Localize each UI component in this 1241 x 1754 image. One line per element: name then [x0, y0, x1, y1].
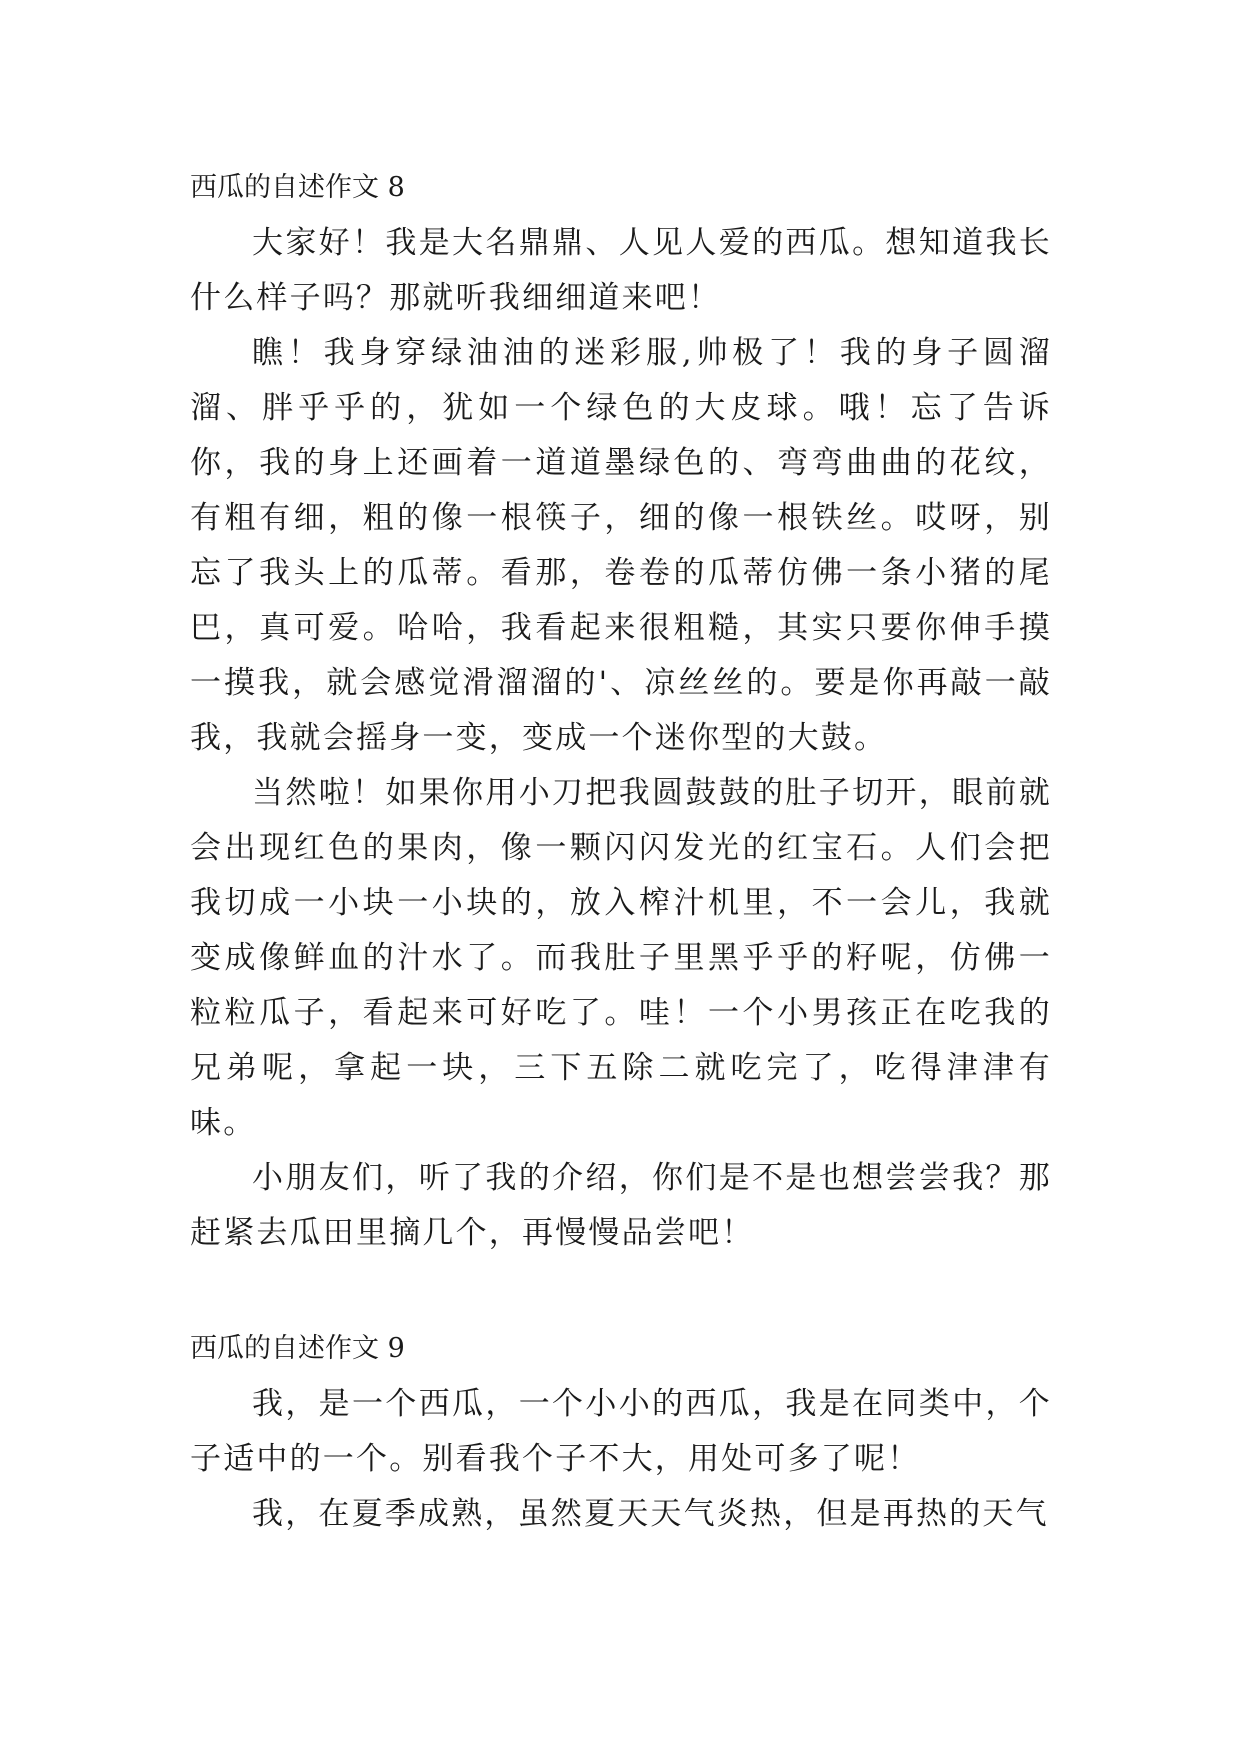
essay-section-9: [190, 1321, 1052, 1542]
paragraph: 大家好！我是大名鼎鼎、人见人爱的西瓜。想知道我长什么样子吗？那就听我细细道来吧！: [190, 225, 1052, 316]
paragraph: 当然啦！如果你用小刀把我圆鼓鼓的肚子切开，眼前就会出现红色的果肉，像一颗闪闪发光的红宝石。人们会把我切成一小块一小块的，放入榨汁机里，不一会儿，我就变成像鲜血的汁水了。而我肚子里黑乎乎的籽呢，仿佛一粒粒瓜子，看起来可好吃了。哇！一个小男孩正在吃我的兄弟呢，拿起一块，三下五除二就吃完了，吃得津津有味。: [190, 775, 1052, 1141]
essay-section-8: [190, 160, 1052, 1261]
section-title: 西瓜的自述作文 9: [190, 1333, 405, 1364]
document-content: [190, 160, 1052, 1542]
paragraph: 瞧！我身穿绿油油的迷彩服,帅极了！我的身子圆溜溜、胖乎乎的，犹如一个绿色的大皮球。哦！忘了告诉你，我的身上还画着一道道墨绿色的、弯弯曲曲的花纹，有粗有细，粗的像一根筷子，细的像一根铁丝。哎呀，别忘了我头上的瓜蒂。看那，卷卷的瓜蒂仿佛一条小猪的尾巴，真可爱。哈哈，我看起来很粗糙，其实只要你伸手摸一摸我，就会感觉滑溜溜的'、凉丝丝的。要是你再敲一敲我，我就会摇身一变，变成一个迷你型的大鼓。: [190, 335, 1052, 756]
section-title: 西瓜的自述作文 8: [190, 172, 405, 203]
paragraph: 我，是一个西瓜，一个小小的西瓜，我是在同类中，个子适中的一个。别看我个子不大，用处可多了呢！: [190, 1386, 1052, 1477]
paragraph: 小朋友们，听了我的介绍，你们是不是也想尝尝我？那赶紧去瓜田里摘几个，再慢慢品尝吧！: [190, 1160, 1052, 1251]
paragraph: 我，在夏季成熟，虽然夏天天气炎热，但是再热的天气: [252, 1496, 1049, 1532]
section-spacer: [190, 1261, 1052, 1321]
